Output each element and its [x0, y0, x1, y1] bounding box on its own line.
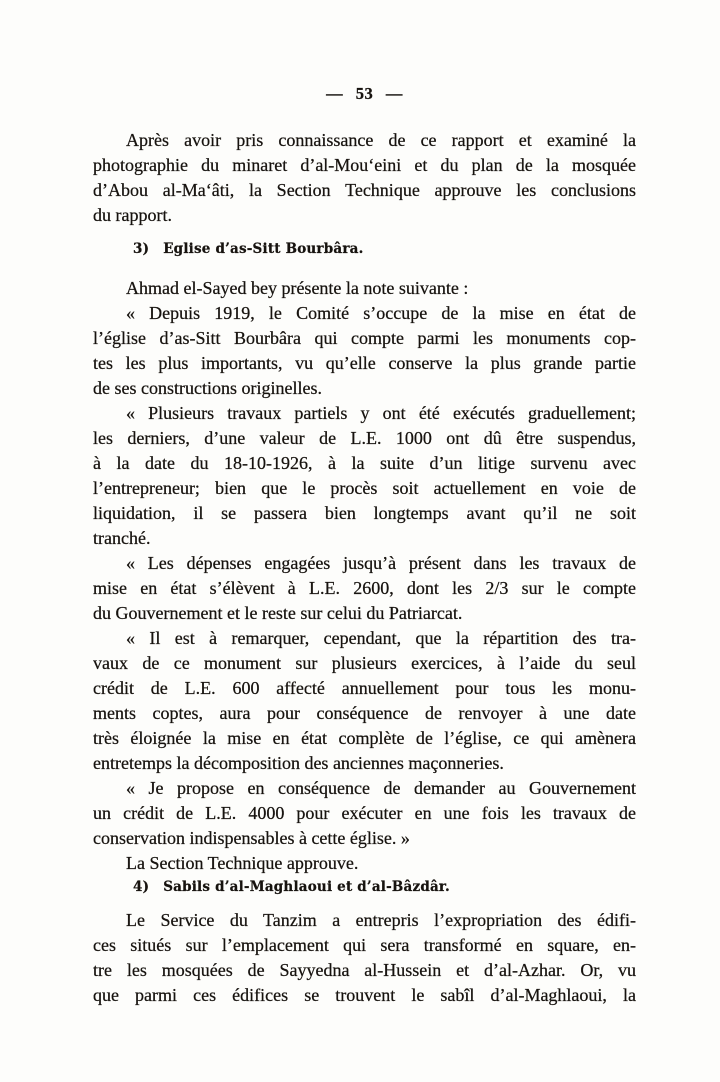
text-line: mise en état s’élèvent à L.E. 2600, dont les 2/3 sur le compte [93, 578, 636, 598]
text-line: tre les mosquées de Sayyedna al-Hussein et d’al-Azhar. Or, vu [93, 960, 636, 980]
paragraph [93, 401, 636, 551]
section-number: 4) [133, 879, 150, 895]
text-line: conservation indispensables à cette église. » [93, 828, 410, 848]
section-title: Sabils d’al-Maghlaoui et d’al-Bâzdâr. [163, 879, 450, 895]
text-line: les derniers, d’une valeur de L.E. 1000 ont dû être suspendus, [93, 428, 636, 448]
text-line: photographie du minaret d’al-Mou‘eini et du plan de la mosquée [93, 155, 636, 175]
paragraph [93, 301, 636, 401]
text-line: un crédit de L.E. 4000 pour exécuter en une fois les travaux de [93, 803, 636, 823]
text-line: « Les dépenses engagées jusqu’à présent dans les travaux de [126, 553, 636, 573]
section-title: Eglise d’as-Sitt Bourbâra. [163, 241, 364, 257]
text-line: du Gouvernement et le reste sur celui du Patriarcat. [93, 603, 463, 623]
text-line: ments coptes, aura pour conséquence de renvoyer à une date [93, 703, 636, 723]
section-number: 3) [133, 241, 150, 257]
text-line: vaux de ce monument sur plusieurs exercices, à l’aide du seul [93, 653, 636, 673]
page-body [93, 128, 636, 1008]
text-line: l’entrepreneur; bien que le procès soit actuellement en voie de [93, 478, 636, 498]
section-heading [93, 240, 636, 258]
text-line: du rapport. [93, 205, 172, 225]
text-line: à la date du 18-10-1926, à la suite d’un litige survenu avec [93, 453, 636, 473]
paragraph [93, 276, 636, 301]
paragraph [93, 626, 636, 776]
paragraph [93, 776, 636, 851]
text-line: La Section Technique approuve. [126, 853, 359, 873]
paragraph [93, 908, 636, 1008]
text-line: « Plusieurs travaux partiels y ont été exécutés graduellement; [126, 403, 636, 423]
text-line: Le Service du Tanzim a entrepris l’expropriation des édifi- [126, 910, 636, 930]
page-number: — 53 — [326, 84, 403, 103]
text-line: que parmi ces édifices se trouvent le sabîl d’al-Maghlaoui, la [93, 985, 636, 1005]
paragraph [93, 851, 636, 876]
text-line: « Je propose en conséquence de demander au Gouvernement [126, 778, 636, 798]
text-line: liquidation, il se passera bien longtemps avant qu’il ne soit [93, 503, 636, 523]
text-line: ces situés sur l’emplacement qui sera transformé en square, en- [93, 935, 636, 955]
text-line: de ses constructions originelles. [93, 378, 322, 398]
text-line: entretemps la décomposition des anciennes maçonneries. [93, 753, 504, 773]
text-line: tranché. [93, 528, 151, 548]
paragraph [93, 551, 636, 626]
text-line: « Il est à remarquer, cependant, que la répartition des tra- [126, 628, 636, 648]
text-line: Après avoir pris connaissance de ce rapport et examiné la [126, 130, 636, 150]
text-line: crédit de L.E. 600 affecté annuellement pour tous les monu- [93, 678, 636, 698]
text-line: Ahmad el-Sayed bey présente la note suivante : [126, 278, 469, 298]
text-line: « Depuis 1919, le Comité s’occupe de la mise en état de [126, 303, 636, 323]
text-line: très éloignée la mise en état complète de l’église, ce qui amènera [93, 728, 636, 748]
text-line: d’Abou al-Ma‘âti, la Section Technique approuve les conclusions [93, 180, 636, 200]
text-line: l’église d’as-Sitt Bourbâra qui compte parmi les monuments cop- [93, 328, 636, 348]
section-heading [93, 878, 636, 896]
text-line: tes les plus importants, vu qu’elle conserve la plus grande partie [93, 353, 636, 373]
paragraph [93, 128, 636, 228]
